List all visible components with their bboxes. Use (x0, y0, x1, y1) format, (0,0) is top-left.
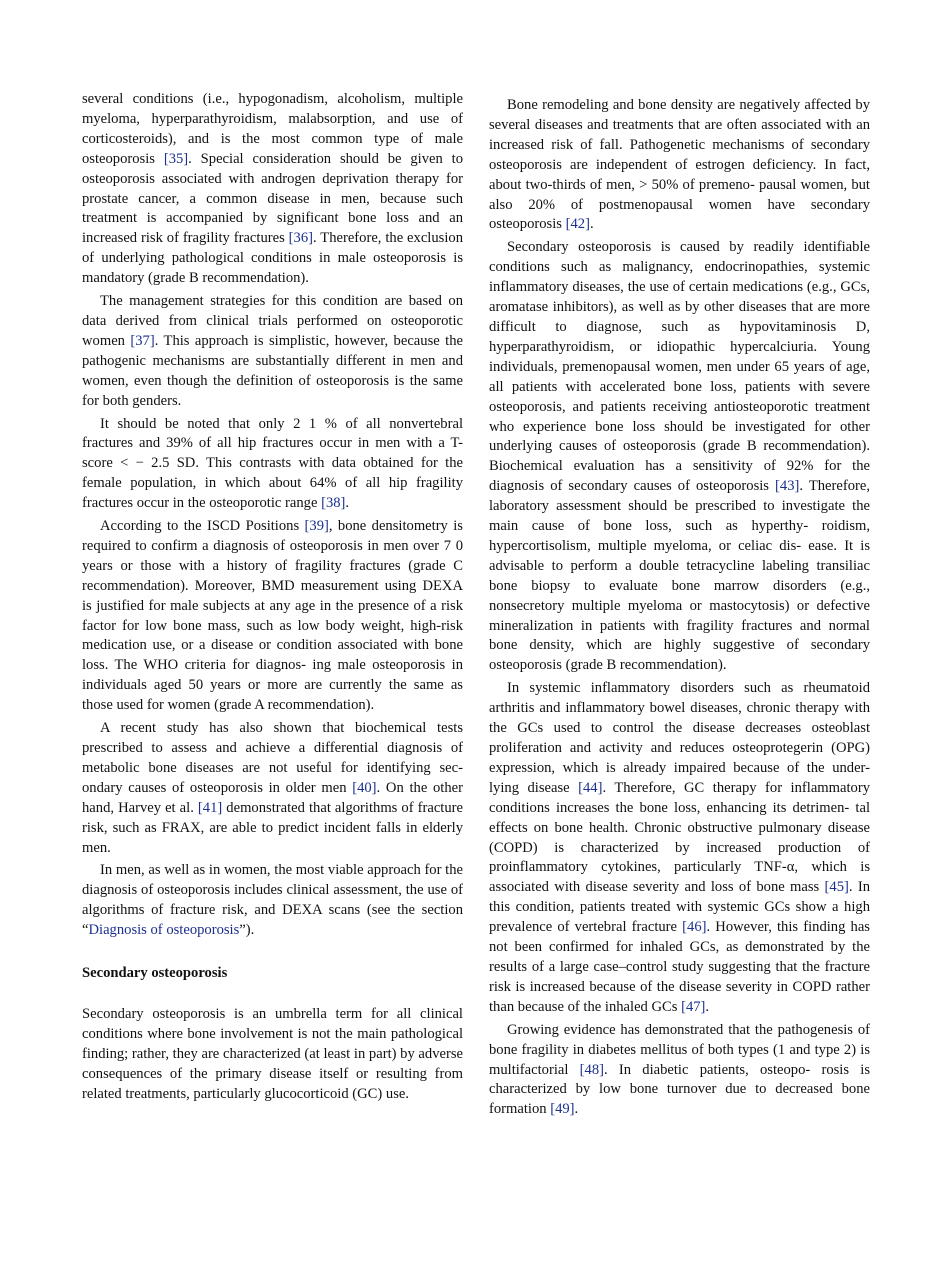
paragraph: Growing evidence has demonstrated that the pathogenesis of bone fragility in diabetes mellitus of both types (1 and type 2) is multifactorial [48]. In diabetic patients, osteopo- rosis is characterized by low bone turnover due to decreased bone formation [49]. (489, 1021, 870, 1118)
paragraph: According to the ISCD Positions [39], bone densitometry is required to confirm a diagnosis of osteoporosis in men over 7 0 years or those with a history of fragility fractures (grade C recommendation). Moreover, BMD measurement using DEXA is justified for male subjects at any age in the presence of a risk factor for low bone mass, such as low body weight, high-risk medication use, or a disease or condition associated with bone loss. The WHO criteria for diagnos- ing male osteoporosis in individuals aged 50 years or more are currently the same as those used for women (grade A recommendation). (82, 518, 463, 714)
citation-link[interactable]: [36] (288, 230, 313, 247)
paragraph: A recent study has also shown that biochemical tests prescribed to assess and achieve a differential diagnosis of metabolic bone diseases are not useful for identifying sec- ondary causes of osteoporosis in older men [40]. On the other hand, Harvey et al. [41] demonstrated that algorithms of fracture risk, such as FRAX, are able to predict incident falls in elderly men. (82, 720, 463, 856)
paragraph: Bone remodeling and bone density are negatively affected by several diseases and treatments that are often associated with an increased risk of fall. Pathogenetic mechanisms of secondary osteoporosis are independent of estrogen deficiency. In fact, about two-thirds of men, > 50% of premeno- pausal women, but also 20% of postmenopausal women have secondary osteoporosis [42]. (489, 97, 870, 233)
paragraph: The management strategies for this condition are based on data derived from clinical trials performed on osteoporotic women [37]. This approach is simplistic, however, because the pathogenic mechanisms are substantially different in men and women, even though the definition of osteoporosis is the same for both genders. (82, 293, 463, 409)
citation-link[interactable]: [42] (565, 216, 590, 233)
left-column (82, 90, 463, 1108)
section-link[interactable]: Diagnosis of osteoporosis (88, 922, 240, 939)
section-heading: Secondary osteoporosis (82, 965, 228, 982)
citation-link[interactable]: [43] (775, 478, 800, 495)
paragraph: Secondary osteoporosis is caused by readily identifiable conditions such as malignancy, endocrinopathies, systemic inflammatory diseases, the use of certain medications (e.g., GCs, aromatase inhibitors), as well as by other diseases that are more difficult to diagnose, such as hypovitaminosis D, hyperparathyroidism, or idiopathic hypercalciuria. Young individuals, premenopausal women, men under 65 years of age, all patients with accelerated bone loss, patients with severe osteoporosis, and patients receiving antiosteoporotic treatment who experience bone loss should be investigated for other underlying causes of osteoporosis (grade B recommendation). Biochemical evaluation has a sensitivity of 92% for the diagnosis of secondary causes of osteoporosis [43]. Therefore, laboratory assessment should be prescribed to investigate the main cause of bone loss, such as hyperthy- roidism, hypercortisolism, multiple myeloma, or celiac dis- ease. It is advisable to perform a double tetracycline labeling transiliac bone biopsy to evaluate bone marrow disorders (e.g., nonsecretory multiple myeloma or mastocytosis) or defective mineralization in patients with fragility fractures and normal bone density, which are highly suggestive of secondary osteoporosis (grade B recommendation). (489, 239, 870, 674)
citation-link[interactable]: [35] (163, 150, 189, 167)
citation-link[interactable]: [45] (824, 879, 849, 896)
paragraph: In systemic inflammatory disorders such as rheumatoid arthritis and inflammatory bowel diseases, chronic therapy with the GCs used to control the disease decreases osteoblast proliferation and activity and reduces osteoprotegerin (OPG) expression, which is already impaired because of the under- lying disease [44]. Therefore, GC therapy for inflammatory conditions increases the bone loss, enhancing its detrimen- tal effects on bone health. Chronic obstructive pulmonary disease (COPD) is characterized by increased production of proinflammatory cytokines, particularly TNF-α, which is associated with disease severity and loss of bone mass [45]. In this condition, patients treated with systemic GCs show a high prevalence of vertebral fracture [46]. However, this finding has not been confirmed for inhaled GCs, as demonstrated by the results of a large case–control study suggesting that the fracture risk is increased because of the disease severity in COPD rather than because of the inhaled GCs [47]. (489, 680, 870, 1015)
citation-link[interactable]: [40] (352, 779, 377, 796)
citation-link[interactable]: [44] (578, 779, 603, 796)
citation-link[interactable]: [39] (304, 518, 329, 535)
paragraph: several conditions (i.e., hypogonadism, alcoholism, multiple myeloma, hyperparathyroidism, malabsorption, and use of corticosteroids), and is the most common type of male osteoporosis [35]. Special consideration should be given to osteoporosis associated with androgen deprivation therapy for prostate cancer, a common disease in men, because such treatment is accompanied by significant bone loss and an increased risk of fragility fractures [36]. Therefore, the exclusion of underlying pathological conditions in male osteoporosis is mandatory (grade B recommendation). (82, 91, 463, 287)
citation-link[interactable]: [49] (550, 1101, 575, 1118)
citation-link[interactable]: [37] (130, 332, 155, 349)
citation-link[interactable]: [46] (682, 919, 707, 936)
citation-link[interactable]: [47] (681, 998, 706, 1015)
paragraph: In men, as well as in women, the most viable approach for the diagnosis of osteoporosis includes clinical assessment, the use of algorithms of fracture risk, and DEXA scans (see the section “Diagnosis of osteoporosis”). (82, 862, 463, 939)
citation-link[interactable]: [38] (321, 495, 346, 512)
paragraph: Secondary osteoporosis is an umbrella term for all clinical conditions where bone involvement is not the main pathological finding; rather, they are characterized (at least in part) by adverse consequences of the primary disease itself or resulting from related treatments, particularly glucocorticoid (GC) use. (82, 1005, 463, 1102)
right-column (489, 96, 870, 1123)
citation-link[interactable]: [48] (579, 1061, 604, 1078)
citation-link[interactable]: [41] (197, 799, 223, 816)
paragraph: It should be noted that only 2 1 % of all nonvertebral fractures and 39% of all hip fractures occur in men with a T-score < − 2.5 SD. This contrasts with data obtained for the female population, in which about 64% of all hip fragility fractures occur in the osteoporotic range [38]. (82, 415, 463, 512)
